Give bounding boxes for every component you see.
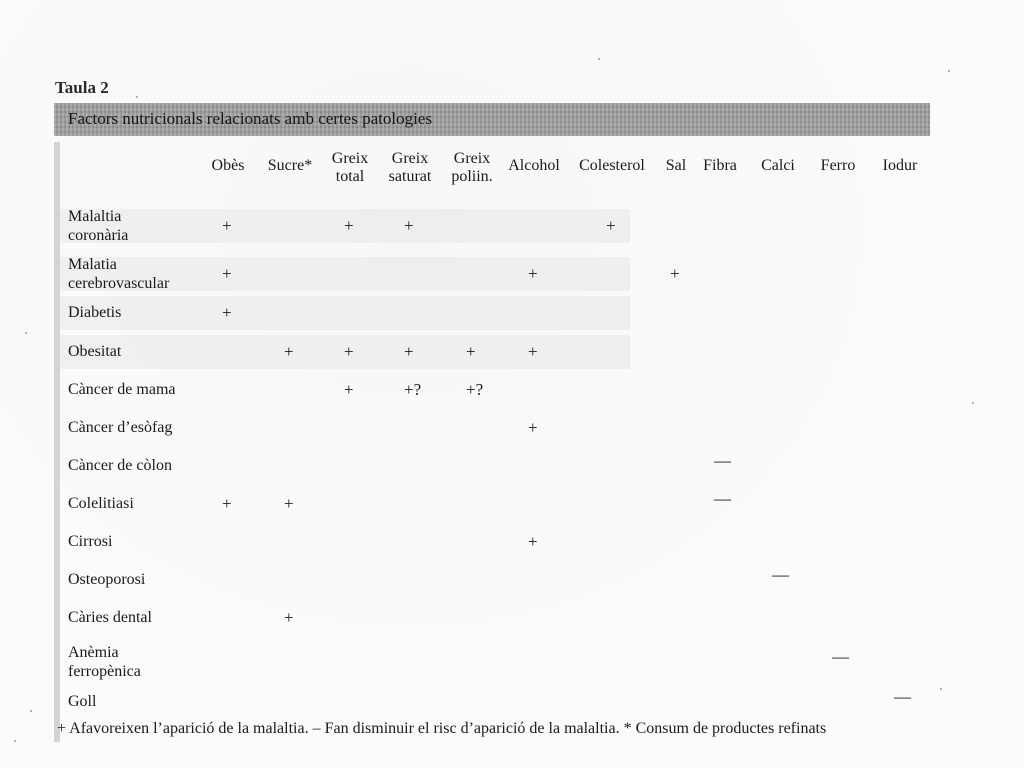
plus-mark: +: [344, 380, 354, 399]
column-header-line2: saturat: [388, 168, 432, 185]
scan-speck: [25, 332, 27, 334]
column-header-line1: Colesterol: [579, 157, 645, 174]
row-label-line1: Malatia: [68, 256, 117, 273]
column-header: [756, 157, 800, 175]
column-header-line1: Ferro: [820, 157, 856, 174]
row-label: [68, 303, 121, 322]
plus-mark: +: [404, 342, 414, 361]
column-header: [697, 157, 743, 175]
row-label: [68, 380, 176, 399]
table-title-bar: [54, 103, 930, 136]
row-label: [68, 456, 172, 475]
column-header-line2: total: [335, 168, 365, 185]
plus-mark: +: [670, 264, 680, 283]
row-label: [68, 342, 121, 361]
plus-mark: +: [222, 216, 232, 235]
column-header: [260, 157, 320, 175]
plus-mark: +: [222, 494, 232, 513]
scan-speck: [598, 58, 600, 60]
column-header-line1: Greix: [453, 150, 491, 167]
row-label-line1: Anèmia: [68, 644, 119, 661]
plus-mark: +: [284, 494, 294, 513]
scan-speck: [136, 96, 138, 98]
plus-mark: +: [404, 216, 414, 235]
plus-mark: +: [528, 342, 538, 361]
plus-mark: +: [284, 342, 294, 361]
plus-mark: +: [528, 418, 538, 437]
row-label-line1: Goll: [68, 693, 97, 710]
column-header-line2: poliin.: [451, 168, 493, 185]
row-label: [68, 643, 141, 681]
minus-mark: —: [894, 687, 911, 706]
scan-speck: [972, 402, 974, 404]
row-shading: [60, 296, 630, 330]
row-label-line1: Càncer de còlon: [68, 457, 172, 474]
minus-mark: —: [714, 451, 731, 470]
row-label: [68, 207, 128, 245]
column-header-line1: Alcohol: [508, 157, 560, 174]
row-label-line1: Colelitiasi: [68, 495, 134, 512]
column-header-line1: Greix: [331, 150, 369, 167]
scan-speck: [948, 70, 950, 72]
row-label-line2: cerebrovascular: [68, 275, 170, 292]
column-header: [203, 157, 253, 175]
column-header: [444, 150, 500, 186]
plus-mark: +?: [404, 380, 422, 399]
column-header-line1: Sal: [665, 157, 687, 174]
column-header-line1: Obès: [211, 157, 245, 174]
row-label-line1: Malaltia: [68, 208, 122, 225]
plus-mark: +: [344, 342, 354, 361]
plus-mark: +: [222, 264, 232, 283]
plus-mark: +: [528, 264, 538, 283]
table-footnote: + Afavoreixen l’aparició de la malaltia. – Fan disminuir el risc d’aparició de la malaltia. * Consum de productes refinats: [57, 720, 827, 737]
plus-mark: +?: [466, 380, 484, 399]
row-label-line1: Obesitat: [68, 343, 122, 360]
column-header-line1: Greix: [391, 150, 429, 167]
table-caption: Taula 2: [55, 78, 109, 97]
column-header: [325, 150, 375, 186]
row-label-line1: Càries dental: [68, 609, 152, 626]
column-header-line1: Sucre*: [267, 157, 313, 174]
row-label-line1: Càncer d’esòfag: [68, 419, 173, 436]
plus-mark: +: [528, 532, 538, 551]
scan-speck: [940, 688, 942, 690]
scan-speck: [14, 740, 16, 742]
column-header: [814, 157, 862, 175]
plus-mark: +: [606, 216, 616, 235]
column-header: [569, 157, 655, 175]
row-label-line1: Cirrosi: [68, 533, 113, 550]
plus-mark: +: [466, 342, 476, 361]
column-header-line1: Iodur: [882, 157, 918, 174]
plus-mark: +: [284, 608, 294, 627]
row-label: [68, 255, 169, 293]
row-label: [68, 570, 145, 589]
row-label-line2: coronària: [68, 227, 129, 244]
minus-mark: —: [714, 489, 731, 508]
table-title: Factors nutricionals relacionats amb certes patologies: [68, 109, 432, 128]
row-label-line1: Osteoporosi: [68, 571, 146, 588]
column-header: [876, 157, 924, 175]
row-label: [68, 692, 96, 711]
row-label: [68, 418, 172, 437]
row-label-line1: Diabetis: [68, 304, 122, 321]
minus-mark: —: [832, 647, 849, 666]
row-label-line2: ferropènica: [68, 663, 141, 680]
row-label: [68, 608, 152, 627]
plus-mark: +: [222, 303, 232, 322]
column-header: [661, 157, 691, 175]
column-header: [501, 157, 567, 175]
column-header-line1: Fibra: [703, 157, 737, 174]
column-header: [380, 150, 440, 186]
column-header-line1: Calci: [761, 157, 795, 174]
scan-speck: [30, 710, 32, 712]
row-label: [68, 494, 134, 513]
row-label: [68, 532, 112, 551]
row-label-line1: Càncer de mama: [68, 381, 176, 398]
plus-mark: +: [344, 216, 354, 235]
minus-mark: —: [772, 565, 789, 584]
